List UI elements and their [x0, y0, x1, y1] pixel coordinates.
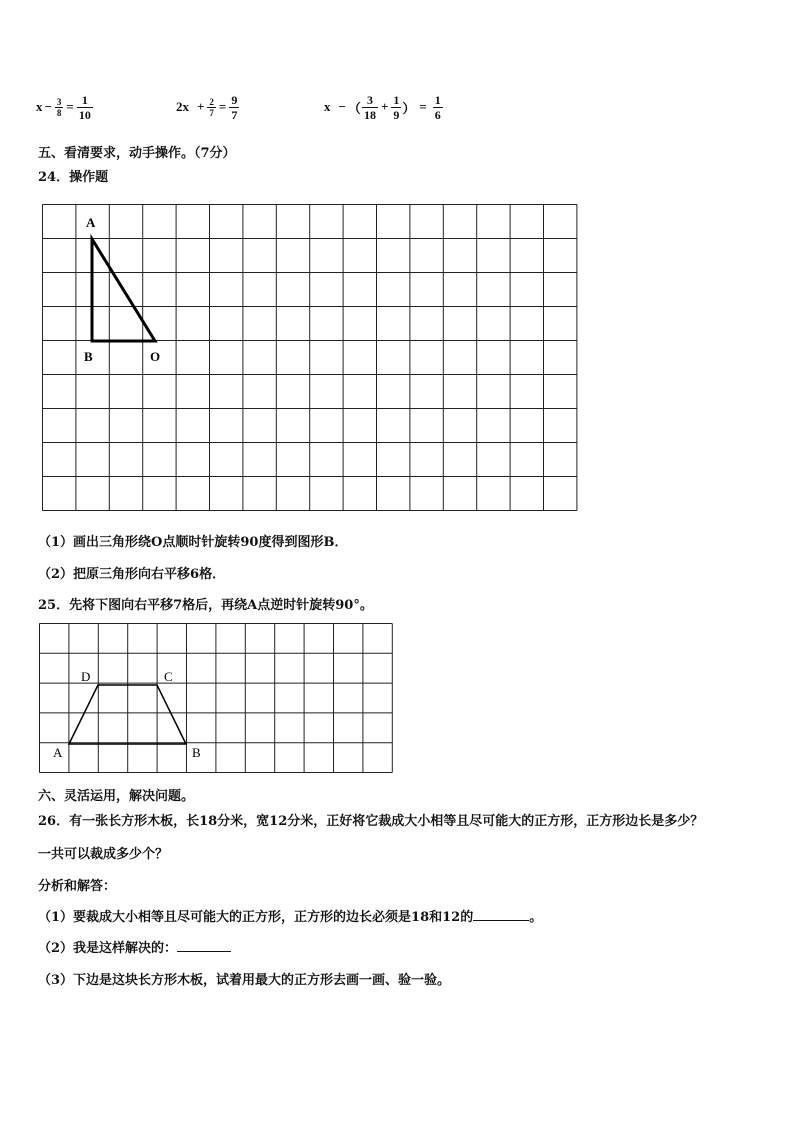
fraction-numerator: 1 [81, 92, 88, 107]
equation-3-plus: + [380, 99, 389, 114]
question-24-sub-2: （2）把原三角形向右平移6格． [38, 567, 226, 582]
fraction-denominator: 7 [231, 107, 238, 122]
equation-3-close-paren: ） [402, 100, 416, 116]
fraction-numerator: 3 [366, 92, 373, 107]
fraction-denominator: 10 [78, 107, 91, 122]
question-26-sub-2-text: （2）我是这样解决的： [38, 941, 178, 956]
question-24-title: 24．操作题 [38, 170, 109, 185]
section-5-title: 五、看清要求，动手操作。（7分） [38, 146, 236, 161]
point-b-label: B [192, 745, 201, 760]
question-25-grid [38, 622, 398, 778]
equation-3 [324, 86, 444, 128]
equation-2-plus: + [197, 99, 205, 114]
fraction-numerator: 9 [231, 92, 238, 107]
equation-3-equals: = [419, 99, 427, 114]
equation-3-result-fraction [433, 93, 443, 122]
fraction-numerator: 1 [434, 92, 441, 107]
question-25-title: 25．先将下图向右平移7格后，再绕A点逆时针旋转90°。 [38, 598, 373, 613]
point-a-label: A [53, 745, 63, 760]
equation-2-result-fraction [229, 93, 239, 122]
equation-3-fraction-1 [362, 93, 378, 122]
fraction-denominator: 7 [209, 107, 214, 118]
point-c-label: C [164, 669, 173, 684]
analysis-label: 分析和解答： [38, 879, 117, 894]
equation-3-variable: x [324, 99, 331, 114]
fraction-denominator: 8 [56, 107, 62, 118]
equation-1-minus: − [44, 99, 52, 114]
answer-blank-1[interactable] [473, 920, 529, 921]
equation-1-fraction [55, 97, 64, 118]
question-26-sub-1-suffix: 。 [529, 910, 543, 925]
question-26-sub-3: （3）下边是这块长方形木板，试着用最大的正方形去画一画、验一验。 [38, 973, 451, 988]
equation-1-result-fraction [77, 93, 93, 122]
equation-2 [176, 86, 240, 128]
section-6-title: 六、灵活运用，解决问题。 [38, 789, 195, 804]
point-b-label: B [84, 349, 93, 364]
question-24-grid [40, 202, 580, 512]
equation-3-fraction-2 [391, 93, 401, 122]
equation-3-open-paren: （ [347, 100, 361, 116]
equation-2-fraction [207, 97, 216, 118]
equation-1-variable: x [36, 99, 43, 114]
question-26-sub-1-text: （1）要裁成大小相等且尽可能大的正方形，正方形的边长必须是18和12的 [38, 910, 474, 925]
equation-2-equals: = [218, 99, 227, 114]
point-a-label: A [86, 215, 96, 230]
fraction-numerator: 1 [393, 92, 400, 107]
equation-1 [36, 86, 94, 128]
fraction-denominator: 6 [434, 107, 441, 122]
point-o-label: O [150, 349, 161, 364]
fraction-numerator: 2 [209, 96, 214, 107]
question-26-text-line-2: 一共可以裁成多少个？ [38, 847, 169, 862]
fraction-denominator: 9 [393, 107, 400, 122]
question-26-sub-1 [38, 906, 542, 925]
equation-1-equals: = [66, 99, 74, 114]
equation-2-variable: 2x [176, 99, 189, 114]
fraction-numerator: 3 [56, 96, 62, 107]
question-26-sub-2 [38, 937, 231, 956]
answer-blank-2[interactable] [177, 951, 231, 952]
point-d-label: D [81, 669, 91, 684]
question-26-text-line-1: 26．有一张长方形木板，长18分米，宽12分米，正好将它裁成大小相等且尽可能大的正方形，正方形边长是多少？ [38, 814, 704, 829]
triangle-abo [92, 239, 155, 341]
fraction-denominator: 18 [363, 107, 376, 122]
equation-3-minus: − [338, 99, 346, 114]
question-24-sub-1: （1）画出三角形绕O点顺时针旋转90度得到图形B． [38, 535, 348, 550]
